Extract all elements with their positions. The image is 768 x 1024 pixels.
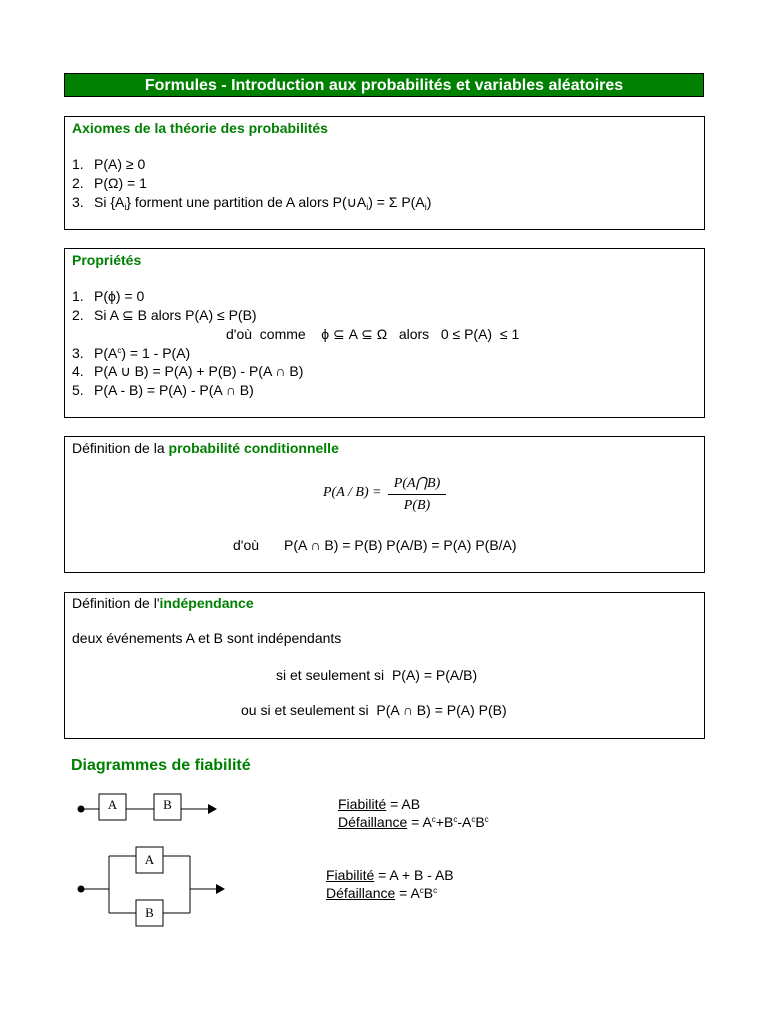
propriete-5: 5. P(A - B) = P(A) - P(A ∩ B) (72, 382, 254, 398)
series-label-a: A (107, 797, 118, 812)
independance-line-3: ou si et seulement si P(A ∩ B) = P(A) P(B) (241, 702, 507, 718)
parallel-label-b: B (145, 905, 154, 920)
parallel-output-arrow (216, 884, 225, 894)
parallel-label-a: A (144, 852, 155, 867)
axiome-2: 2. P(Ω) = 1 (72, 175, 147, 191)
axiome-1: 1. P(A) ≥ 0 (72, 156, 146, 172)
propriete-2: 2. Si A ⊆ B alors P(A) ≤ P(B) (72, 307, 257, 323)
axiomes-box (64, 116, 705, 230)
parallel-fiabilite: Fiabilité = A + B - AB (326, 867, 454, 883)
propriete-3: 3. $P(A^c) = 1 - P(A)$ (72, 345, 191, 361)
independance-line-2: si et seulement si P(A) = P(A/B) (276, 667, 478, 683)
independance-box (64, 592, 705, 739)
propriete-1: 1. P(ϕ) = 0 (72, 288, 145, 304)
fraction-bar (388, 494, 446, 495)
series-diagram (70, 785, 230, 835)
parallel-defaillance: Défaillance = $A^cB^c$ (326, 885, 438, 901)
series-fiabilite: Fiabilité = AB (338, 796, 421, 812)
formula-numerator: P(A⋂B) (393, 476, 441, 491)
independance-line-1: deux événements A et B sont indépendants (72, 630, 342, 646)
series-defaillance: Défaillance = $A^c+B^c-A^cB^c$ (338, 814, 489, 830)
series-output-arrow (208, 804, 217, 814)
dou-label: d'où (233, 537, 260, 553)
page-title: Formules - Introduction aux probabilités et variables aléatoires (64, 73, 704, 97)
formula-lhs: P(A / B) = (323, 485, 382, 500)
independance-heading: Définition de l'indépendance (72, 595, 254, 611)
axiomes-heading: Axiomes de la théorie des probabilités (72, 120, 328, 136)
proprietes-box (64, 248, 705, 418)
conditionnelle-result: P(A ∩ B) = P(B) P(A/B) = P(A) P(B/A) (284, 537, 517, 553)
formula-denominator: P(B) (403, 498, 431, 513)
conditionnelle-box (64, 436, 705, 573)
conditionnelle-heading: Définition de la probabilité conditionnelle (72, 440, 339, 456)
propriete-2-suite: d'où comme ϕ ⊆ A ⊆ Ω alors 0 ≤ P(A) ≤ 1 (226, 326, 520, 342)
propriete-4: 4. P(A ∪ B) = P(A) + P(B) - P(A ∩ B) (72, 363, 304, 379)
series-label-b: B (163, 797, 172, 812)
axiome-3: 3. Si $\{A_i\}$ forment une partition de A alors $P(\cup A_i) = \Sigma$ $P(A_i)$ (72, 194, 432, 212)
fiabilite-heading: Diagrammes de fiabilité (71, 757, 251, 774)
proprietes-heading: Propriétés (72, 252, 142, 268)
